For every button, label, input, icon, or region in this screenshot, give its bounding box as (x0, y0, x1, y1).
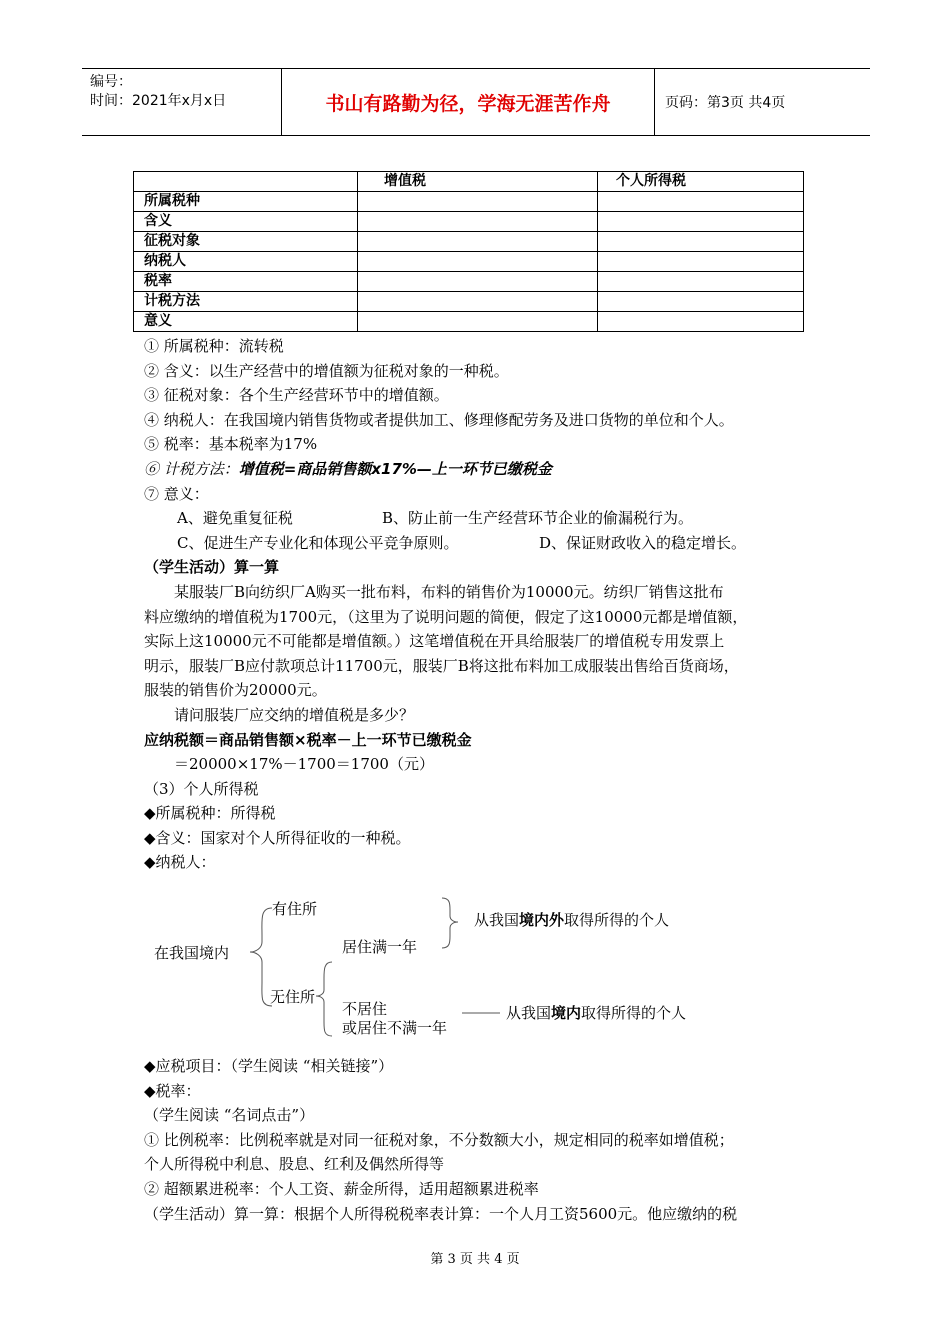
table-header-cell: 个人所得税 (598, 172, 804, 192)
reading-note: （学生阅读 “名词点击”） (144, 1106, 315, 1125)
rate-item: ① 比例税率：比例税率就是对同一征税对象，不分数额大小，规定相同的税率如增值税； (144, 1130, 734, 1149)
row-label: 纳税人 (134, 252, 358, 272)
rate-item: 个人所得税中利息、股息、红利及偶然所得等 (144, 1155, 445, 1174)
vat-line: ③ 征税对象：各个生产经营环节中的增值额。 (144, 386, 449, 405)
no-residence-label: 无住所 (270, 988, 316, 1006)
header-left (82, 69, 282, 135)
page-info: 页码：第3页 共4页 (665, 95, 786, 111)
result-worldwide: 从我国境内外取得所得的个人 (474, 911, 670, 929)
vat-method-line (144, 457, 824, 482)
row-label: 征税对象 (134, 232, 358, 252)
activity-2: （学生活动）算一算：根据个人所得税税率表计算：一个人月工资5600元。他应缴纳的税 (144, 1204, 738, 1223)
result-domestic: 从我国境内取得所得的个人 (506, 1004, 687, 1022)
resided-full-label: 居住满一年 (342, 938, 418, 956)
row-label: 计税方法 (134, 292, 358, 312)
significance-row (144, 506, 824, 531)
income-tax-payer: ◆纳税人： (144, 853, 216, 872)
significance-item: C、促进生产专业化和体现公平竞争原则。 (177, 533, 459, 552)
table-header-cell: 增值税 (358, 172, 598, 192)
activity-title: （学生活动）算一算 (144, 558, 280, 577)
taxable-items: ◆应税项目：（学生阅读 “相关链接”） (144, 1057, 394, 1075)
tax-comparison-table (133, 171, 804, 332)
vat-line: ④ 纳税人：在我国境内销售货物或者提供加工、修理修配劳务及进口货物的单位和个人。 (144, 410, 734, 429)
tax-formula: 应纳税额＝商品销售额×税率－上一环节已缴税金 (144, 730, 472, 749)
method-label: ⑥ 计税方法： (144, 459, 239, 478)
motto: 书山有路勤为径，学海无涯苦作舟 (282, 69, 655, 135)
table-header-row (134, 172, 804, 192)
row-label: 税率 (134, 272, 358, 292)
activity-paragraph: 实际上这10000元不可能都是增值额。）这笔增值税在开具给服装厂的增值税专用发票上 (144, 632, 725, 651)
income-tax-meaning: ◆含义：国家对个人所得征收的一种税。 (144, 828, 411, 847)
activity-question: 请问服装厂应交纳的增值税是多少？ (174, 705, 415, 724)
row-label: 意义 (134, 312, 358, 332)
not-resided-label-2: 或居住不满一年 (342, 1019, 448, 1037)
page-header (82, 68, 870, 136)
income-tax-type: ◆所属税种：所得税 (144, 804, 276, 823)
root-label: 在我国境内 (154, 944, 230, 962)
significance-item: A、避免重复征税 (177, 509, 293, 528)
vat-section (144, 334, 824, 875)
date-label: 时间：2021年x月x日 (90, 93, 227, 109)
has-residence-label: 有住所 (272, 900, 318, 918)
vat-line: ② 含义：以生产经营中的增值额为征税对象的一种税。 (144, 361, 509, 380)
vat-line: ⑤ 税率：基本税率为17% (144, 435, 318, 454)
vat-line: ① 所属税种：流转税 (144, 337, 284, 355)
method-formula: 增值税=商品销售额x17%—上一环节已缴税金 (238, 459, 552, 478)
page-footer: 第 3 页 共 4 页 (430, 1252, 520, 1267)
table-row (134, 212, 804, 232)
income-tax-title: （3）个人所得税 (144, 779, 259, 798)
table-row (134, 312, 804, 332)
activity-paragraph: 服装的销售价为20000元。 (144, 681, 327, 700)
significance-row (144, 531, 824, 556)
significance-item: B、防止前一生产经营环节企业的偷漏税行为。 (382, 509, 694, 528)
table-header-cell (134, 172, 358, 192)
taxpayer-diagram (144, 890, 824, 1050)
tax-rate-section (144, 1054, 824, 1226)
tax-rate-heading: ◆税率： (144, 1081, 201, 1100)
number-label: 编号： (90, 74, 132, 90)
table-row (134, 292, 804, 312)
row-label: 所属税种 (134, 192, 358, 212)
row-label: 含义 (134, 212, 358, 232)
activity-paragraph: 某服装厂B向纺织厂A购买一批布料，布料的销售价为10000元。纺织厂销售这批布 (174, 582, 724, 601)
significance-item: D、保证财政收入的稳定增长。 (539, 533, 747, 552)
activity-paragraph: 明示，服装厂B应付款项总计11700元，服装厂B将这批布料加工成服装出售给百货商场， (144, 656, 739, 675)
table-row (134, 272, 804, 292)
table-row (134, 192, 804, 212)
table-row (134, 232, 804, 252)
table-row (134, 252, 804, 272)
rate-item: ② 超额累进税率：个人工资、薪金所得，适用超额累进税率 (144, 1179, 539, 1198)
tax-calculation: ＝20000×17%－1700＝1700（元） (174, 755, 434, 774)
activity-paragraph: 料应缴纳的增值税为1700元，（这里为了说明问题的简便，假定了这10000元都是增值额， (144, 607, 748, 626)
vat-line: ⑦ 意义： (144, 484, 209, 503)
not-resided-label-1: 不居住 (342, 1000, 388, 1018)
